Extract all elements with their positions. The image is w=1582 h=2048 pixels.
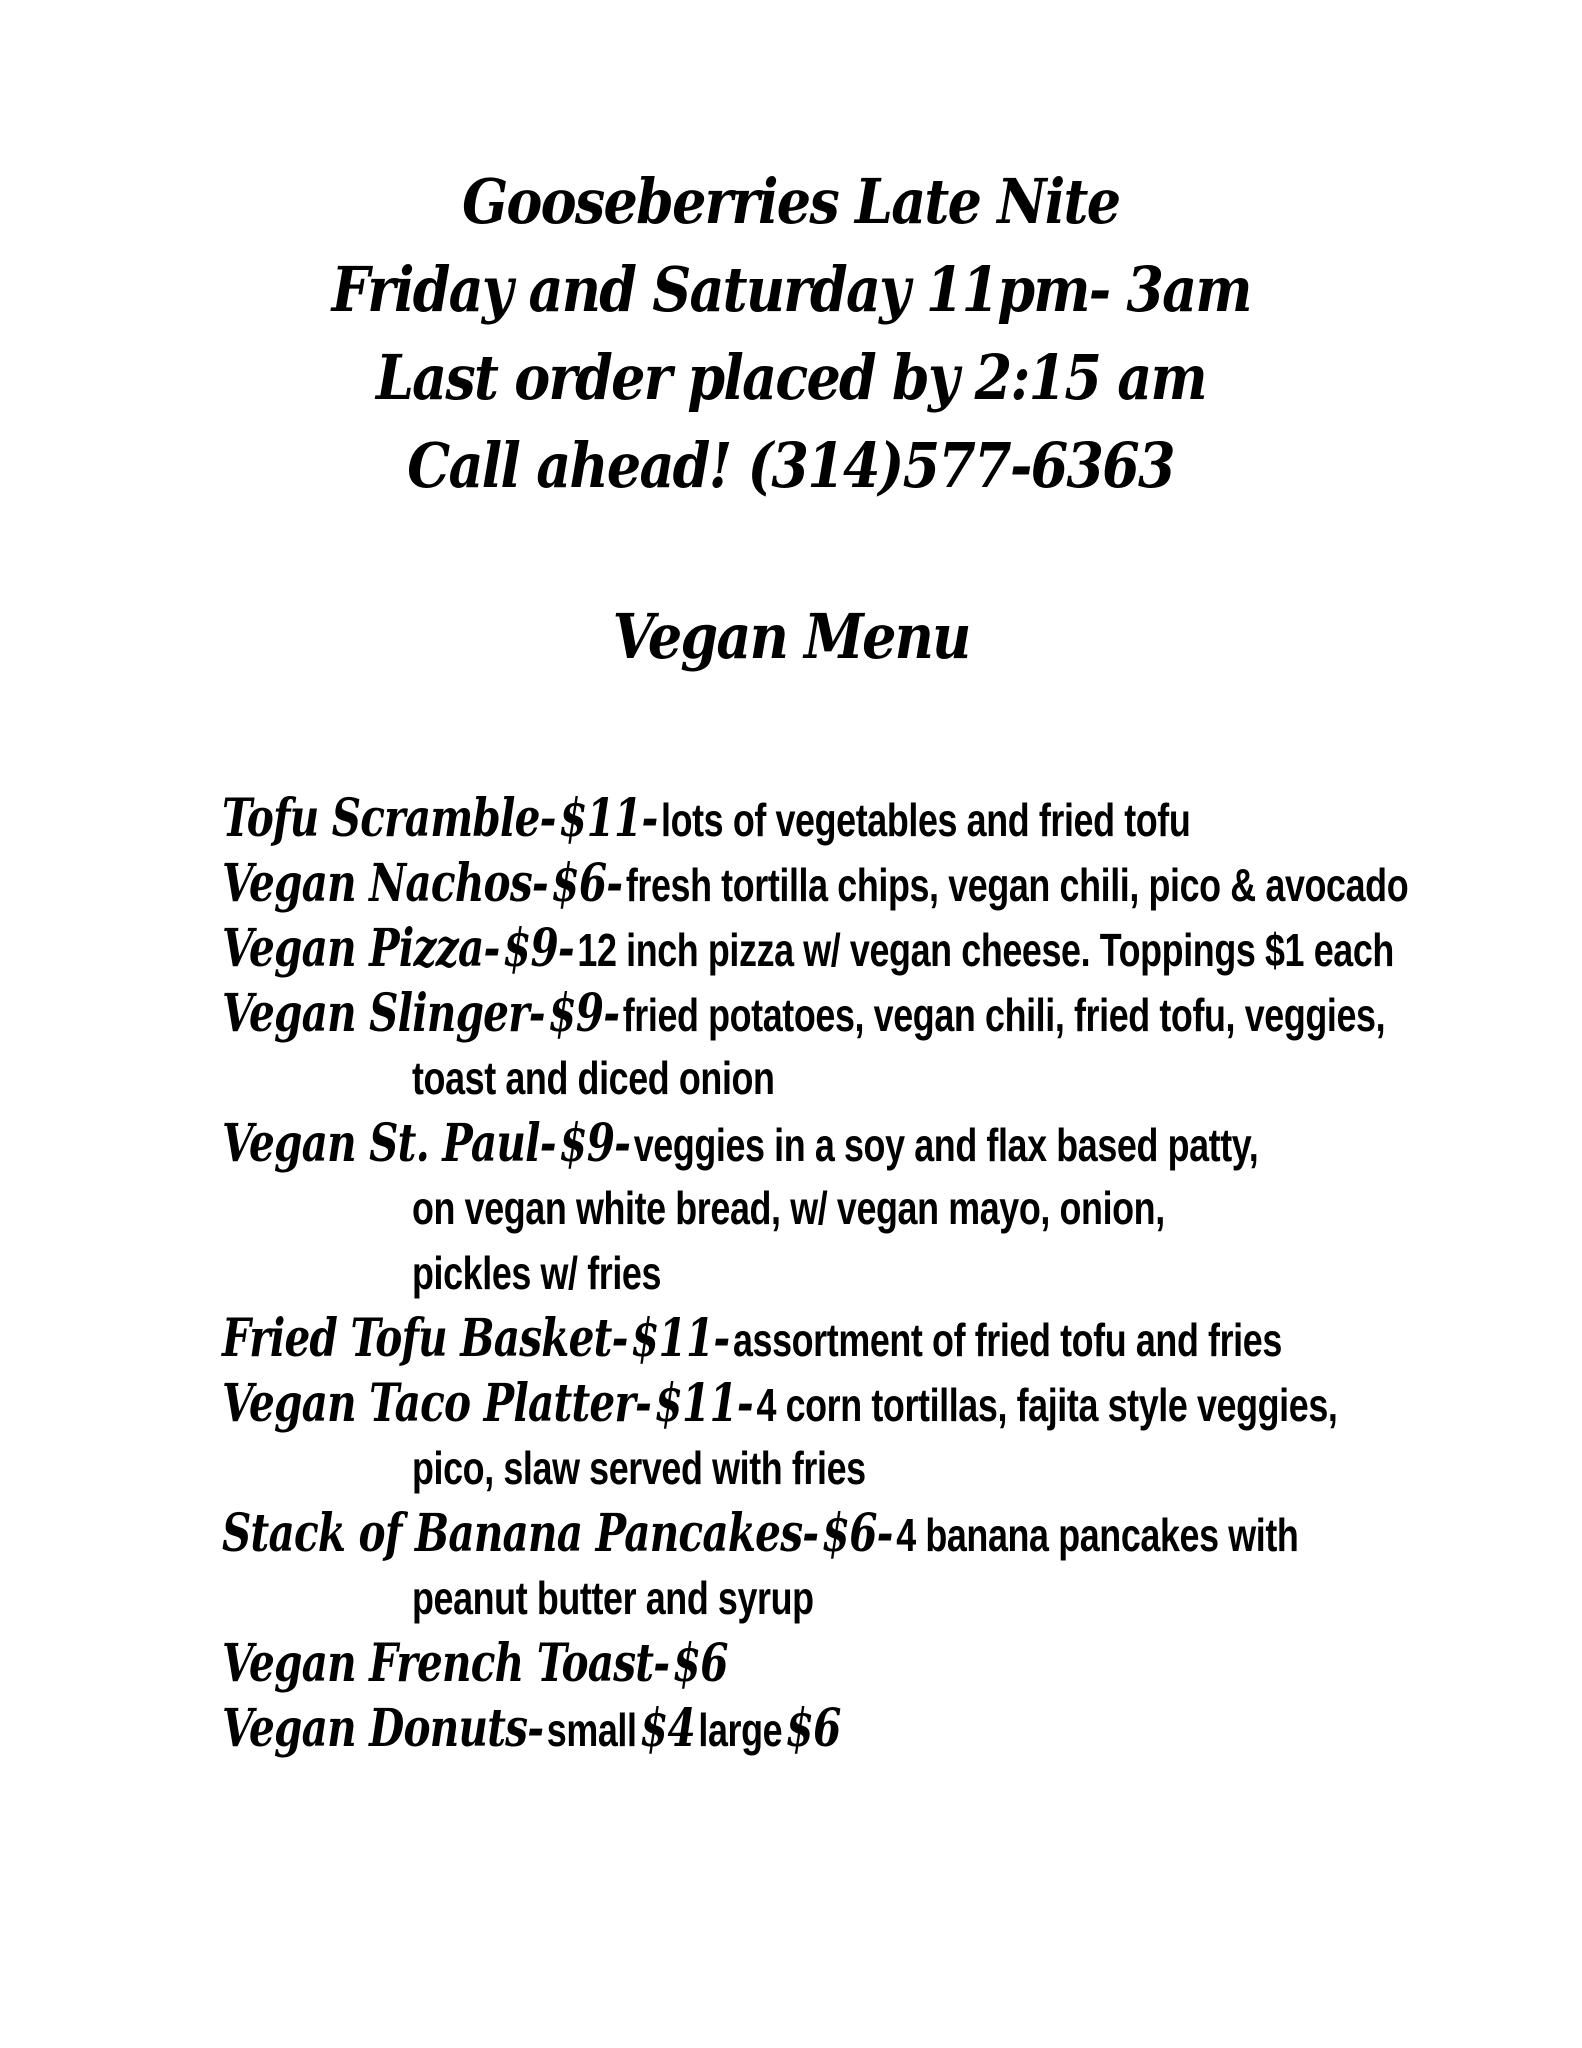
item-name: Vegan French Toast- <box>222 1633 670 1694</box>
item-size-label: small <box>546 1704 637 1756</box>
section-title-vegan-menu: Vegan Menu <box>612 600 970 673</box>
header-phone: Call ahead! (314)577-6363 <box>407 429 1175 502</box>
item-description: veggies in a soy and flax based patty, <box>633 1119 1259 1171</box>
item-description: 4 banana pancakes with <box>896 1509 1299 1561</box>
item-name: Vegan Donuts- <box>222 1698 544 1759</box>
item-name: Stack of Banana Pancakes- <box>222 1503 819 1564</box>
header-restaurant-name: Gooseberries Late Nite <box>462 165 1120 238</box>
item-name: Vegan St. Paul- <box>222 1113 556 1174</box>
item-name: Fried Tofu Basket- <box>222 1308 628 1369</box>
menu-item-vegan-nachos <box>0 851 1582 916</box>
item-price: $6- <box>821 1503 893 1564</box>
header-hours: Friday and Saturday 11pm- 3am <box>331 253 1251 326</box>
item-size-price: $4 <box>640 1698 695 1759</box>
item-continuation: pickles w/ fries <box>412 1247 662 1299</box>
item-price: $6 <box>672 1633 728 1694</box>
menu-item-vegan-st-paul <box>0 1111 1582 1176</box>
item-price: $6- <box>551 853 623 914</box>
item-name: Vegan Taco Platter- <box>222 1373 652 1434</box>
menu-item-vegan-taco-platter <box>0 1371 1582 1436</box>
item-price: $9- <box>559 1113 631 1174</box>
menu-header <box>0 0 1582 510</box>
item-description: fried potatoes, vegan chili, fried tofu, veggies, <box>622 989 1386 1041</box>
item-size-price: $6 <box>785 1698 841 1759</box>
item-description: assortment of fried tofu and fries <box>732 1314 1282 1366</box>
item-description: lots of vegetables and fried tofu <box>661 794 1191 846</box>
menu-item-vegan-donuts <box>0 1696 1582 1761</box>
item-continuation: pico, slaw served with fries <box>412 1442 866 1494</box>
item-price: $9- <box>548 983 620 1044</box>
item-size-label: large <box>698 1704 783 1756</box>
item-name: Vegan Pizza- <box>222 918 500 979</box>
menu-item-vegan-slinger <box>0 981 1582 1046</box>
item-price: $9- <box>503 918 574 979</box>
item-price: $11- <box>631 1308 730 1369</box>
item-description: fresh tortilla chips, vegan chili, pico & avocado <box>625 859 1409 911</box>
item-price: $11- <box>559 788 658 849</box>
item-description: 4 corn tortillas, fajita style veggies, <box>756 1379 1338 1431</box>
item-continuation: peanut butter and syrup <box>412 1572 814 1624</box>
header-last-order: Last order placed by 2:15 am <box>376 341 1206 414</box>
item-name: Vegan Slinger- <box>222 983 545 1044</box>
item-name: Tofu Scramble- <box>222 788 556 849</box>
item-continuation: toast and diced onion <box>412 1052 775 1104</box>
menu-items <box>0 786 1582 1761</box>
menu-item-banana-pancakes <box>0 1501 1582 1566</box>
menu-item-tofu-scramble <box>0 786 1582 851</box>
item-description: 12 inch pizza w/ vegan cheese. Toppings $1 each <box>577 924 1394 976</box>
item-name: Vegan Nachos- <box>222 853 548 914</box>
item-price: $11- <box>654 1373 753 1434</box>
menu-item-fried-tofu-basket <box>0 1306 1582 1371</box>
item-continuation: on vegan white bread, w/ vegan mayo, onion, <box>412 1182 1165 1234</box>
menu-item-vegan-pizza <box>0 916 1582 981</box>
